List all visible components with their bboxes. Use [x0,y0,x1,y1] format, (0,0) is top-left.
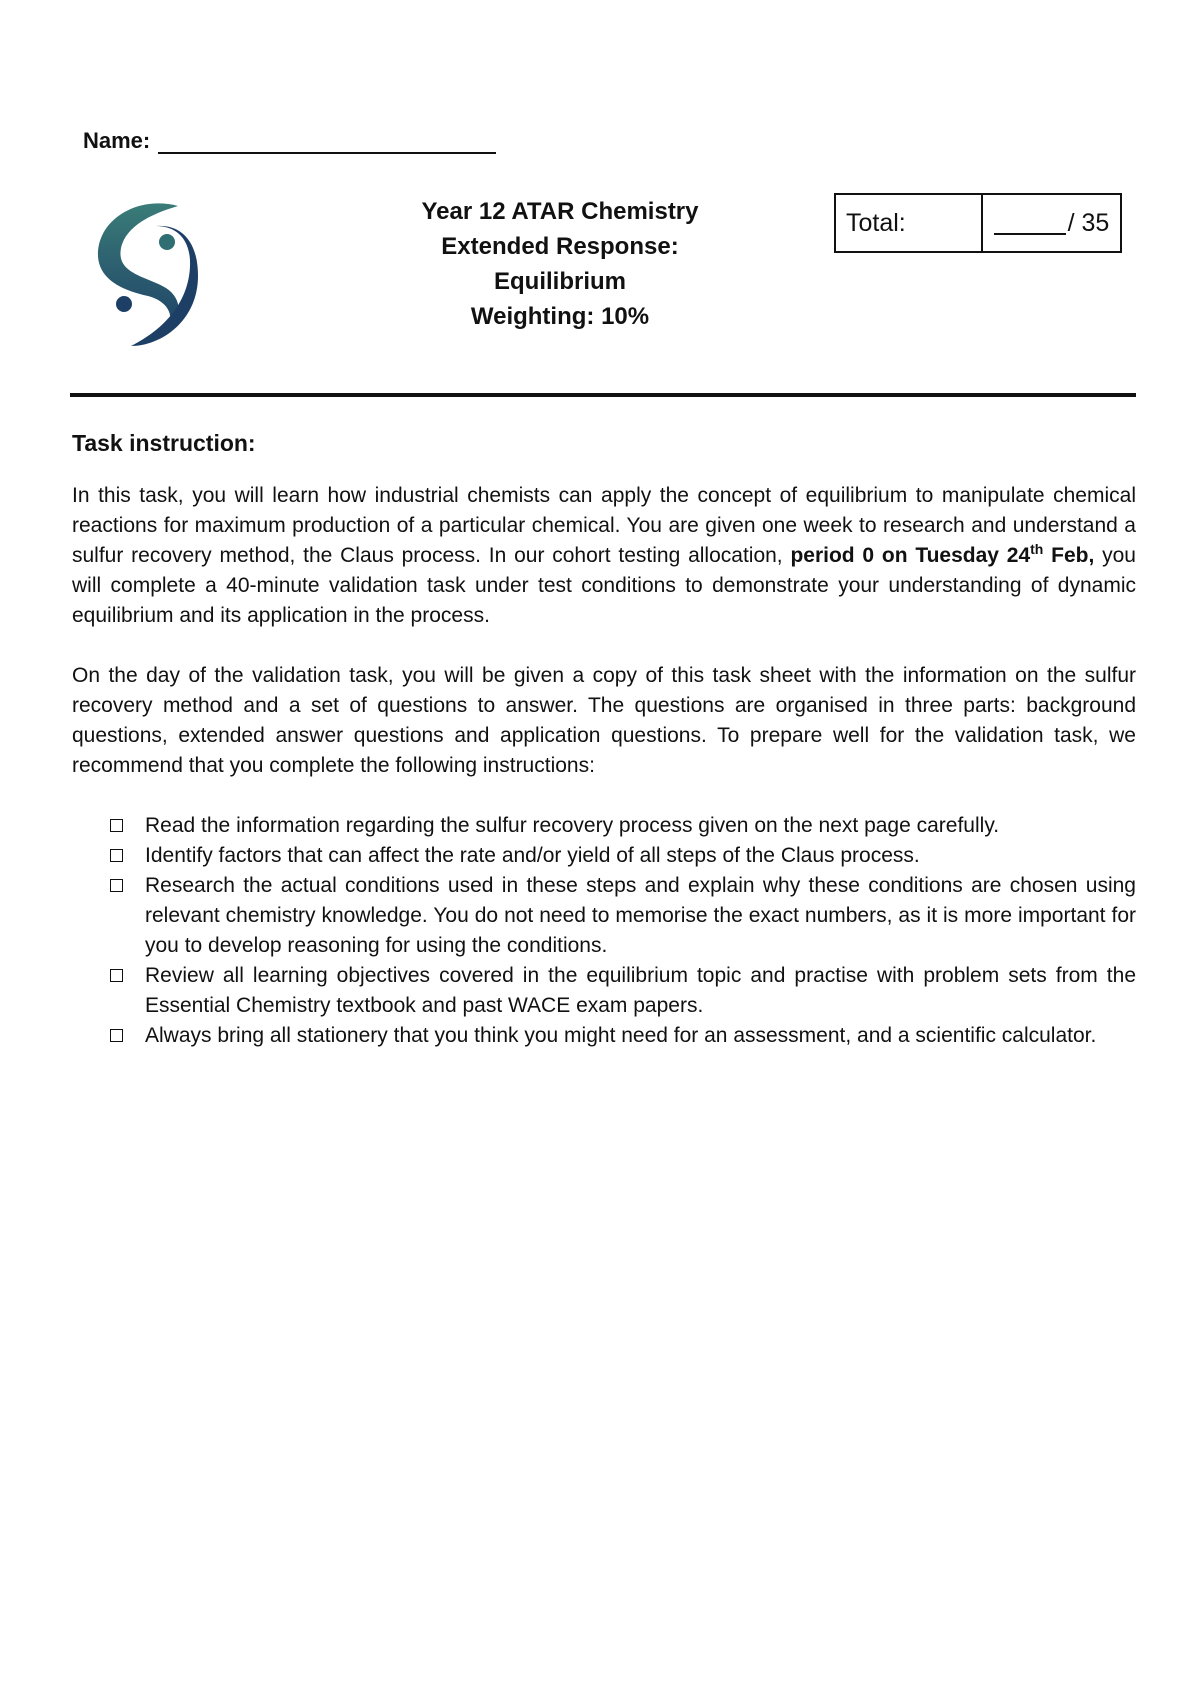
score-blank-line [994,211,1066,235]
checklist-item [110,811,1136,841]
name-input-line[interactable] [158,130,496,154]
name-label: Name: [83,128,151,153]
total-label: Total: [836,195,983,251]
task-heading: Task instruction: [72,430,256,456]
checkbox-icon[interactable] [110,879,123,892]
total-score-field[interactable] [983,195,1120,251]
checkbox-icon[interactable] [110,819,123,832]
checklist-item-text: Identify factors that can affect the rate and/or yield of all steps of the Claus process. [145,844,920,867]
para1-ordinal: th [1030,541,1044,557]
checklist-item-text: Always bring all stationery that you think you might need for an assessment, and a scientific calculator. [145,1024,1097,1047]
checklist-item [110,841,1136,871]
title-line-subject: Year 12 ATAR Chemistry [421,198,699,225]
para1-text-b: you will complete a 40-minute validation task under test conditions to demonstrate your understanding of dynamic equilibrium and its application in the process. [72,544,1136,627]
para1-bold-b: Feb, [1043,544,1095,567]
checklist-item [110,961,1136,1021]
checklist-item-text: Review all learning objectives covered in the equilibrium topic and practise with problem sets from the Essential Chemistry textbook and past WACE exam papers. [145,964,1136,1017]
checkbox-icon[interactable] [110,849,123,862]
task-paragraph-1 [72,481,1136,631]
total-score-box [834,193,1122,253]
para1-text-a: In this task, you will learn how industrial chemists can apply the concept of equilibrium to manipulate chemical reactions for maximum production of a particular chemical. You are given one week to research and understand a sulfur recovery method, the Claus process. In our cohort testing allocation, [72,484,1136,567]
preparation-checklist [110,811,1136,1051]
total-out-of: / 35 [1067,208,1110,237]
document-title [360,194,760,334]
task-paragraph-2: On the day of the validation task, you will be given a copy of this task sheet with the information on the sulfur recovery method and a set of questions to answer. The questions are organised in three parts: background questions, extended answer questions and application questions. To prepare well for the validation task, we recommend that you complete the following instructions: [72,664,1136,777]
checklist-item-text: Read the information regarding the sulfur recovery process given on the next page carefully. [145,814,1000,837]
name-field-row [83,128,496,154]
checkbox-icon[interactable] [110,1029,123,1042]
header-divider [70,393,1136,397]
checklist-item-text: Research the actual conditions used in these steps and explain why these conditions are chosen using relevant chemistry knowledge. You do not need to memorise the exact numbers, as it is more important for you to develop reasoning for using the conditions. [145,874,1136,957]
title-line-weighting: Weighting: 10% [470,303,650,330]
checklist-item [110,871,1136,961]
para1-bold-date [790,541,1095,567]
title-line-topic: Equilibrium [494,268,626,295]
task-section [72,430,1136,1051]
school-logo-icon [86,196,206,356]
para1-bold-a: period 0 on Tuesday 24 [790,544,1031,567]
title-line-type: Extended Response: [441,233,679,260]
checklist-item [110,1021,1136,1051]
checkbox-icon[interactable] [110,969,123,982]
